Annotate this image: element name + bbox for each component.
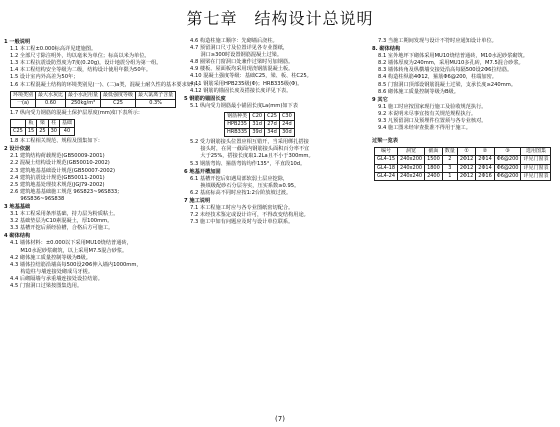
text-line: 4.8 圈梁在门窗洞口处兼作过梁时另加钢筋。 — [190, 59, 294, 66]
text-line: 接头时，在同一截面内钢筋接头面积百分率不宜 — [190, 146, 310, 153]
section-heading: 9 其它 — [372, 96, 388, 103]
table-cell: 30d — [279, 129, 294, 137]
table-header: 洞宽 — [398, 148, 425, 156]
text-line: 8.2 墙体厚度为240mm，采用MU10多孔砖，M7.5混合砂浆。 — [378, 60, 524, 67]
text-line: 2.2 混凝土结构设计规范(GB50010-2002) — [10, 160, 110, 167]
s1-lines — [4, 46, 203, 89]
table-cell: 2 — [442, 156, 457, 164]
table-cell: Φ6@200 — [494, 156, 521, 164]
table-cell: 250kg/m³ — [66, 99, 101, 107]
table-cell: 2Φ14 — [476, 164, 494, 172]
table-cell: 一(a) — [11, 99, 36, 107]
table-header: 最小水泥用量 — [66, 91, 101, 99]
text-line: 3.2 基础垫层为C10素混凝土，厚100mm。 — [10, 218, 113, 225]
table-cell: 240x240 — [398, 172, 425, 180]
text-line: 构造柱与墙连接处砌成马牙槎。 — [10, 268, 94, 275]
text-line: 5.3 钢筋弯钩、箍筋弯钩均作135°，平直段10d。 — [190, 160, 306, 167]
text-line: 3.3 基槽开挖后须经验槽，合格后方可施工。 — [10, 225, 114, 232]
section-heading: 3 地基基础 — [4, 203, 31, 210]
table-header: 数量 — [442, 148, 457, 156]
text-line: 4.3 墙体拉结筋沿墙高每500设2Φ6伸入墙内1000mm， — [10, 261, 142, 268]
table-cell: 详见门窗表 — [521, 172, 551, 180]
table-cell: 40 — [59, 128, 74, 136]
table-cell: 3 — [442, 164, 457, 172]
table-row — [375, 156, 551, 164]
table-cell: 39d — [250, 129, 265, 137]
table-cell: GL4-24 — [375, 172, 398, 180]
table-row — [375, 172, 551, 180]
text-line: 9.3 凡预留洞口及预埋件位置须与各专业核对。 — [378, 118, 487, 125]
table-header: 选用图集 — [521, 148, 551, 156]
text-line: 6.1 基槽开挖后如遇局部软弱土层应挖除， — [190, 175, 289, 182]
text-line: 2.3 建筑地基基础设计规范(GB50007-2002) — [10, 167, 115, 174]
text-line: 5.2 受力钢筋接头位置应相互错开，当采用绑扎搭接 — [190, 139, 309, 146]
column-right — [372, 38, 556, 183]
text-line: 4.4 后砌隔墙与承重墙连接处设拉结筋。 — [10, 275, 103, 282]
text-line: M10水泥砂浆砌筑，以上采用M7.5混合砂浆。 — [10, 247, 128, 254]
text-line: 6.2 基底标高不同时应按1:2台阶放坡过渡。 — [190, 189, 292, 196]
table-header: ③ — [494, 148, 521, 156]
table-cell: 240x200 — [398, 156, 425, 164]
text-line: 9.1 施工时应按国家现行施工及验收规范执行。 — [378, 103, 487, 110]
section-heading: 6 地基开槽加固 — [184, 168, 221, 175]
table-cell: 34d — [265, 129, 280, 137]
table-header: C20 — [250, 112, 265, 120]
text-line: 7.2 未经技术鉴定或设计许可，不得改变结构用途。 — [190, 212, 309, 219]
table-cell: HPB235 — [225, 121, 250, 129]
table-header: 最低强度等级 — [101, 91, 136, 99]
section-heading: 1 一般说明 — [4, 39, 31, 45]
text-line: 4.11 钢筋采用HPB235级(Φ)；HRB335级(Φ)。 — [190, 80, 303, 87]
table-cell: 2400 — [425, 172, 443, 180]
table-cell: 详见门窗表 — [521, 156, 551, 164]
lintel-table — [374, 147, 551, 180]
text-line: 4.7 预留洞口尺寸及位置详见各专业图纸， — [190, 45, 289, 52]
text-line: 4.2 砌体施工质量控制等级为B级。 — [10, 254, 91, 261]
text-line: 换填级配砂石分层夯实，压实系数≥0.95。 — [190, 182, 300, 189]
text-line: 洞口≥300时设置钢筋混凝土过梁。 — [190, 52, 283, 59]
table-cell: 1800 — [425, 164, 443, 172]
text-line: 8.6 砌体施工质量控制等级为B级。 — [378, 88, 459, 95]
text-line: 8.3 墙体转角及纵横墙交接处沿高每隔500设2Φ6拉结筋。 — [378, 67, 513, 74]
table-cell: 2Φ14 — [476, 156, 494, 164]
table-row — [225, 121, 295, 129]
table-header — [11, 119, 26, 127]
column-middle — [184, 38, 368, 226]
cover-table — [10, 119, 75, 136]
table-caption: 1.7 纵向受力钢筋的混凝土保护层厚度(mm)如下表所示： — [10, 109, 143, 116]
text-line: 1.4 本工程结构安全等级为二级，结构设计使用年限为50年。 — [10, 67, 152, 74]
table-header: 基础 — [59, 119, 74, 127]
section-heading: 5 钢筋的锚固长度 — [184, 95, 226, 102]
table-header: 柱 — [48, 119, 59, 127]
table-cell: 24d — [279, 121, 294, 129]
text-line: 4.9 楼板、屋面板均采用现浇钢筋混凝土板。 — [190, 66, 294, 73]
table-header: C25 — [265, 112, 280, 120]
table-header: 截面 — [425, 148, 443, 156]
table-cell: GL4-15 — [375, 156, 398, 164]
table-header: C30 — [279, 112, 294, 120]
table-cell: 1500 — [425, 156, 443, 164]
table-cell: 30 — [48, 128, 59, 136]
text-line: 8.1 室外地坪下砌体采用MU10烧结普通砖，M10水泥砂浆砌筑。 — [378, 53, 528, 60]
table-cell: HRB335 — [225, 129, 250, 137]
text-line: 1.2 全部尺寸除注明外，均以毫米为单位；标高以米为单位。 — [10, 53, 150, 60]
text-line: 4.12 钢筋的锚固长度及搭接长度详见下表。 — [190, 87, 292, 94]
table-cell: 240x200 — [398, 164, 425, 172]
table-cell: 25 — [37, 128, 48, 136]
table-cell: 2Φ16 — [476, 172, 494, 180]
text-line: 4.10 混凝土强度等级：基础C25，梁、板、柱C25。 — [190, 73, 312, 80]
table-header: 编号 — [375, 148, 398, 156]
section-heading: 8. 砌体结构 — [372, 46, 401, 53]
table-caption: 5.1 纵向受力钢筋最小锚固长度La(mm)如下表 — [190, 102, 298, 109]
table-cell: 0.60 — [36, 99, 66, 107]
text-line: 9.4 施工图未经审查批准不得用于施工。 — [378, 125, 471, 132]
section-heading: 2 设计依据 — [4, 146, 31, 153]
section-heading: 7 施工说明 — [184, 197, 211, 204]
table-header: 梁 — [37, 119, 48, 127]
table-header: ① — [457, 148, 475, 156]
table-cell: GL4-18 — [375, 164, 398, 172]
text-line: 4.1 墙体材料：±0.000以下采用MU10烧结普通砖， — [10, 240, 132, 247]
text-line: 9.2 本说明未尽事宜按有关规范规程执行。 — [378, 110, 477, 117]
table-header: 板 — [25, 119, 36, 127]
text-line: 1.8 本工程相关规范、规程及图集如下： — [10, 138, 103, 145]
page-title: 第七章 结构设计总说明 — [186, 9, 374, 28]
table-cell: 2Φ12 — [457, 156, 475, 164]
page-number: (7) — [275, 415, 285, 423]
table-cell: C25 — [101, 99, 136, 107]
text-line: 96S836~96S838 — [10, 195, 65, 202]
text-line: 8.5 门窗洞口顶部设钢筋混凝土过梁，支承长度≥240mm。 — [378, 81, 517, 88]
text-line: 7.1 本工程施工时应与各专业图纸密切配合。 — [190, 205, 294, 212]
text-line: 1.1 本工程±0.000标高详见建施图。 — [10, 46, 97, 53]
text-line: 2.1 建筑结构荷载规范(GB50009-2001) — [10, 153, 105, 160]
text-line: 4.6 构造柱施工顺序：先砌墙后浇柱。 — [190, 38, 278, 44]
text-line: 2.5 建筑地基处理技术规范(JGJ79-2002) — [10, 181, 105, 188]
table-header: 最大水灰比 — [36, 91, 66, 99]
text-line: 1.3 本工程抗震设防烈度为7度(0.20g)，设计地震分组为第一组。 — [10, 60, 162, 67]
table-header: 钢筋种类 — [225, 112, 250, 120]
text-line: 1.6 本工程混凝土结构的环境类别见(一)、(二)a类，混凝土耐久性的基本要求如下： — [10, 81, 203, 88]
table-cell: 27d — [265, 121, 280, 129]
text-line: 大于25%，搭接长度取1.2La且不小于300mm。 — [190, 153, 314, 160]
section-heading: 4 砌体结构 — [4, 233, 31, 240]
table-header: 环境类别 — [11, 91, 36, 99]
table-cell: C25 — [11, 128, 26, 136]
text-line: 2.6 建筑地基基础施工规范 96S823~96S833; — [10, 188, 120, 195]
durability-table — [10, 91, 176, 108]
text-line: 3.1 本工程采用条形基础，持力层为粉质粘土。 — [10, 211, 119, 218]
text-line: 8.4 构造柱纵筋4Φ12，箍筋Φ6@200，柱端加密。 — [378, 74, 497, 81]
text-line: 7.3 当施工期间发现与设计不符时应通知设计单位。 — [378, 38, 497, 44]
table-cell: 2Φ12 — [457, 172, 475, 180]
table-header: ② — [476, 148, 494, 156]
text-line: 7.3 施工中如有问题应及时与设计单位联系。 — [190, 219, 294, 226]
table-cell: 2Φ12 — [457, 164, 475, 172]
table-row — [225, 129, 295, 137]
table-cell: Φ6@200 — [494, 164, 521, 172]
table-cell: 1 — [442, 172, 457, 180]
table-caption: 过梁一览表 — [372, 138, 398, 145]
anchorage-table — [224, 112, 295, 137]
table-row — [375, 164, 551, 172]
text-line: 2.4 建筑抗震设计规范(GB50011-2001) — [10, 174, 105, 181]
table-header: 最大氯离子含量 — [136, 91, 176, 99]
table-cell: 0.3% — [136, 99, 176, 107]
text-line: 1.5 设计室内外高差为50年； — [10, 74, 79, 81]
table-cell: 31d — [250, 121, 265, 129]
text-line: 4.5 门窗洞口过梁按图集选用。 — [10, 283, 83, 289]
table-cell: 15 — [25, 128, 36, 136]
table-cell: 详见门窗表 — [521, 164, 551, 172]
table-cell: Φ6@200 — [494, 172, 521, 180]
